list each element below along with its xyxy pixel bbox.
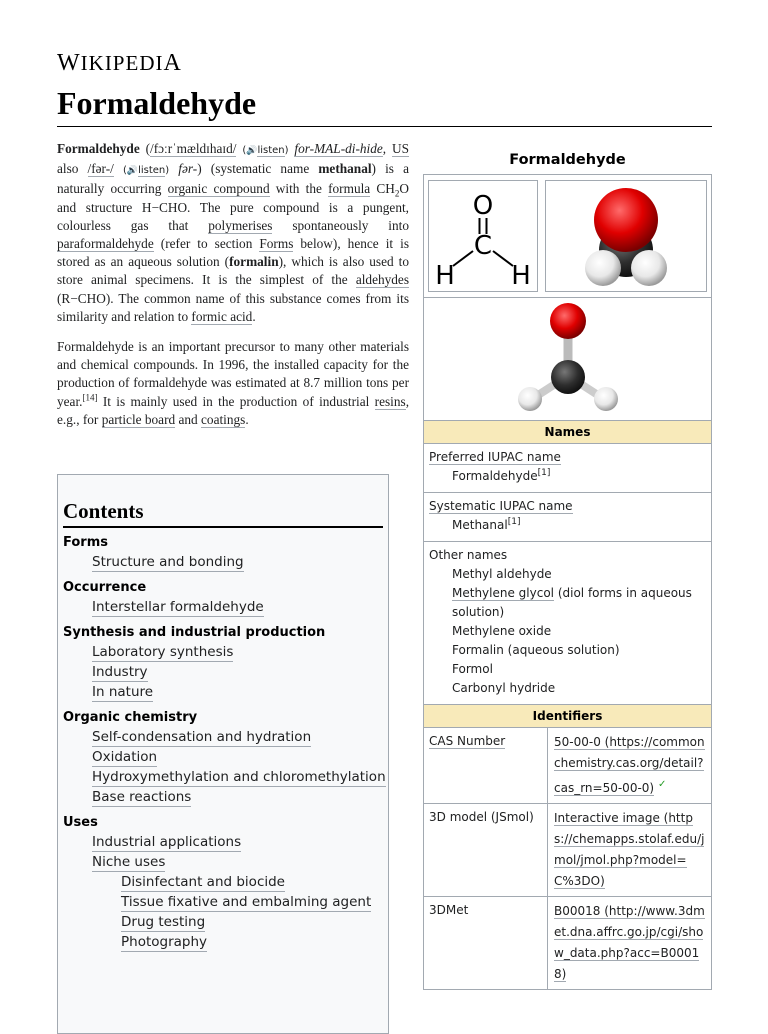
preferred-iupac-block: Preferred IUPAC name Formaldehyde[1] xyxy=(424,444,711,493)
title-divider xyxy=(57,126,712,127)
ipa-link-1[interactable]: /fɔːrˈmældɪhaɪd/ xyxy=(150,141,237,156)
space-filling-model xyxy=(566,184,686,288)
table-of-contents xyxy=(57,474,389,1034)
organic-compound-link[interactable]: organic compound xyxy=(167,181,270,197)
ball-and-stick-model xyxy=(508,301,628,417)
other-names-block: Other names Methyl aldehyde Methylene glycol (diol forms in aqueous solution) Methylene oxide Formalin (aqueous solution) Formol Carbonyl hydride xyxy=(424,542,711,705)
lead-term: Formaldehyde xyxy=(57,141,140,156)
toc-item-selfcond[interactable]: Self-condensation and hydration xyxy=(92,729,312,745)
page-title: Formaldehyde xyxy=(57,85,257,121)
hydrogen-atom-left xyxy=(585,250,621,286)
wikipedia-wordmark: WIKIPEDIA xyxy=(57,50,182,76)
toc-item-lab[interactable]: Laboratory synthesis xyxy=(92,644,234,660)
listen-button-2[interactable]: (🔊listen) xyxy=(123,165,169,176)
toc-item-photo[interactable]: Photography xyxy=(121,934,208,950)
carbon-ball xyxy=(551,360,585,394)
toc-item-structure[interactable]: Structure and bonding xyxy=(92,554,244,570)
infobox-image-row xyxy=(424,175,711,298)
3dmet-label: 3DMet xyxy=(429,903,469,917)
us-link[interactable]: US xyxy=(392,141,409,156)
identifiers-section-header: Identifiers xyxy=(424,705,711,728)
particle-board-link[interactable]: particle board xyxy=(101,411,176,427)
toc-item-organic[interactable]: Organic chemistry xyxy=(63,710,198,725)
paraformaldehyde-link[interactable]: paraformaldehyde xyxy=(57,236,154,252)
3dmet-value-link[interactable]: B00018 (http://www.3dmet.dna.affrc.go.jp/cgi/show_data.php?acc=B00018) xyxy=(554,904,705,981)
polymerises-link[interactable]: polymerises xyxy=(208,217,273,233)
lead-section xyxy=(57,140,409,441)
jsmol-value-link[interactable]: Interactive image (https://chemapps.stolaf.edu/jmol/jmol.php?model=C%3DO) xyxy=(554,811,705,888)
hydrogen-ball-right xyxy=(594,387,618,411)
toc-item-drug[interactable]: Drug testing xyxy=(121,914,206,930)
aldehydes-link[interactable]: aldehydes xyxy=(355,272,409,288)
listen-button-1[interactable]: (🔊listen) xyxy=(242,145,288,156)
toc-item-nature[interactable]: In nature xyxy=(92,684,154,700)
atom-c-label: C xyxy=(473,231,492,261)
structural-formula-diagram xyxy=(431,184,535,288)
respelling-link-1[interactable]: for-MAL-di-hide xyxy=(294,141,383,156)
atom-h-left-label: H xyxy=(434,261,455,288)
ball-and-stick-model-image[interactable] xyxy=(424,298,711,421)
toc-item-hydroxy[interactable]: Hydroxymethylation and chloromethylation xyxy=(92,769,386,785)
toc-item-forms[interactable]: Forms xyxy=(63,535,108,550)
single-bond-right xyxy=(493,251,513,266)
hydrogen-ball-left xyxy=(518,387,542,411)
jsmol-label: 3D model (JSmol) xyxy=(429,810,534,824)
infobox xyxy=(423,150,712,990)
preferred-iupac-link[interactable]: Preferred IUPAC name xyxy=(429,450,561,464)
methylene-glycol-link[interactable]: Methylene glycol xyxy=(452,586,554,600)
jsmol-row xyxy=(424,804,711,897)
infobox-table xyxy=(423,174,712,990)
toc-item-industrial[interactable]: Industrial applications xyxy=(92,834,242,850)
formic-acid-link[interactable]: formic acid xyxy=(191,308,253,324)
space-filling-model-image[interactable] xyxy=(545,180,707,292)
toc-item-synthesis[interactable]: Synthesis and industrial production xyxy=(63,625,326,640)
systematic-iupac-block: Systematic IUPAC name Methanal[1] xyxy=(424,493,711,542)
ipa-link-2[interactable]: /fər-/ xyxy=(87,161,114,177)
toc-heading: Contents xyxy=(63,499,383,528)
3dmet-row xyxy=(424,897,711,989)
infobox-title: Formaldehyde xyxy=(509,152,626,168)
speaker-icon: 🔊 xyxy=(126,166,139,177)
check-icon: ✓ xyxy=(657,779,667,790)
oxygen-ball xyxy=(550,303,586,339)
structural-formula-image[interactable] xyxy=(428,180,538,292)
cas-row xyxy=(424,728,711,804)
lead-paragraph-2: Formaldehyde is an important precursor to many other materials and chemical compounds. In 1996, the installed capacity for the production of formaldehyde was estimated at 8.7 million tons per year.[14] It is mainly used in the production of industrial resins, e.g., for particle board and coatings. xyxy=(57,339,410,427)
citation-1[interactable]: [1] xyxy=(537,468,551,478)
citation-14[interactable]: [14] xyxy=(82,392,98,403)
citation-1[interactable]: [1] xyxy=(507,517,521,527)
toc-item-uses[interactable]: Uses xyxy=(63,815,98,830)
single-bond-left xyxy=(453,251,473,266)
toc-item-industry[interactable]: Industry xyxy=(92,664,148,680)
toc-item-occurrence[interactable]: Occurrence xyxy=(63,580,147,595)
formula-link[interactable]: formula xyxy=(328,181,371,197)
atom-o-label: O xyxy=(472,191,493,221)
toc-item-interstellar[interactable]: Interstellar formaldehyde xyxy=(92,599,264,615)
toc-item-disinfectant[interactable]: Disinfectant and biocide xyxy=(121,874,285,890)
systematic-iupac-link[interactable]: Systematic IUPAC name xyxy=(429,499,573,513)
toc-item-tissue[interactable]: Tissue fixative and embalming agent xyxy=(121,894,372,910)
toc-item-oxidation[interactable]: Oxidation xyxy=(92,749,158,765)
resins-link[interactable]: resins xyxy=(374,393,406,409)
toc-item-niche[interactable]: Niche uses xyxy=(92,854,166,870)
lead-paragraph-1: Formaldehyde (/fɔːrˈmældɪhaɪd/ (🔊listen) for-MAL-di-hide, US also /fər-/ (🔊listen) fər-) (systematic name methanal) is a naturally occurring organic compound with the formula $CH_2O$ and structure H−CHO. The pure compound is a pungent, colourless gas that polymerises spontaneously into paraformaldehyde (refer to section Forms below), hence it is stored as an aqueous solution (formalin), which is also used to store animal specimens. It is the simplest of the aldehydes (R−CHO). The common name of this substance comes from its similarity and relation to formic acid. xyxy=(57,141,409,324)
atom-h-right-label: H xyxy=(510,261,531,288)
speaker-icon: 🔊 xyxy=(246,146,258,156)
toc-item-base[interactable]: Base reactions xyxy=(92,789,192,805)
forms-section-link[interactable]: Forms xyxy=(259,236,294,252)
cas-number-link[interactable]: CAS Number xyxy=(429,734,506,748)
names-section-header: Names xyxy=(424,421,711,444)
coatings-link[interactable]: coatings xyxy=(201,411,246,427)
hydrogen-atom-right xyxy=(631,250,667,286)
oxygen-atom xyxy=(594,188,658,252)
cas-value-link[interactable]: 50-00-0 (https://commonchemistry.cas.org/detail?cas_rn=50-00-0) xyxy=(554,735,705,795)
